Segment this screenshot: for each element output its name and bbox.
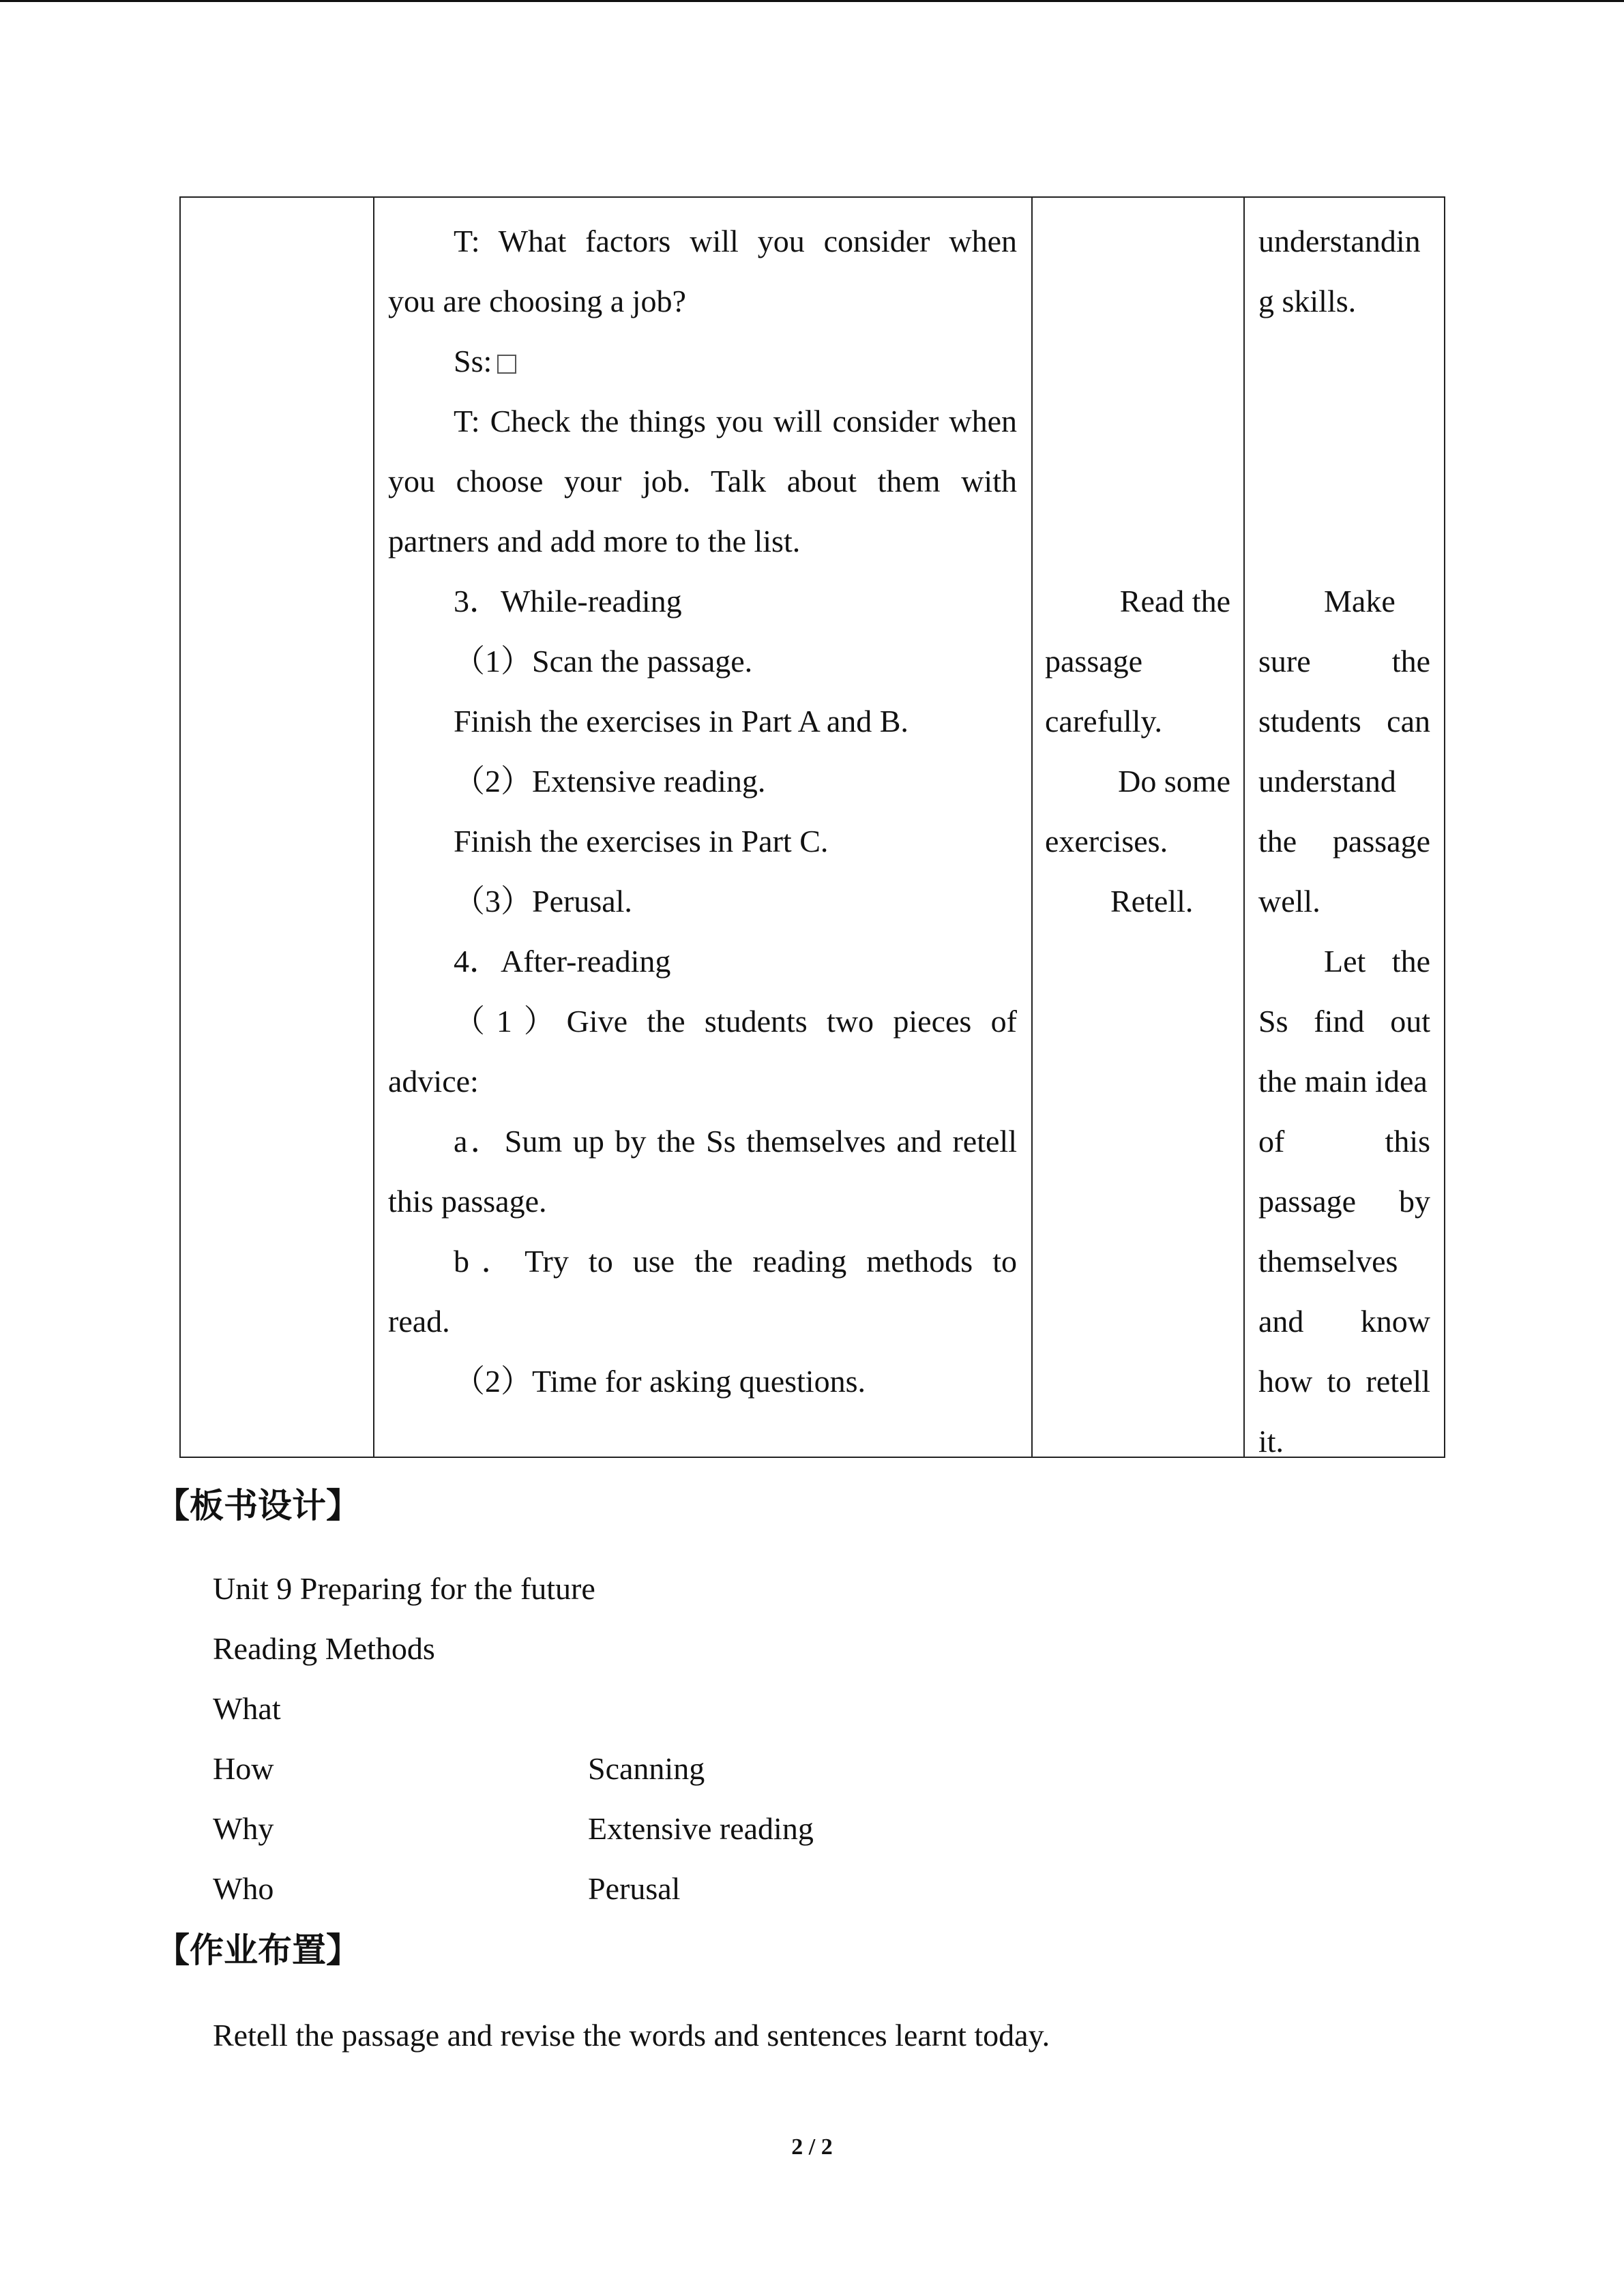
intent-line: Let the	[1324, 944, 1430, 979]
intent-line: sure the	[1258, 644, 1430, 679]
column-divider-2	[1031, 198, 1033, 1457]
intent-line: understand	[1258, 764, 1396, 799]
homework-text: Retell the passage and revise the words and sentences learnt today.	[213, 2018, 1050, 2053]
process-line: 3．While-reading	[454, 584, 682, 618]
process-line: advice:	[388, 1064, 479, 1099]
column-divider-3	[1243, 198, 1245, 1457]
process-line: partners and add more to the list.	[388, 524, 801, 558]
activity-line: passage	[1045, 644, 1143, 679]
page-top-border	[0, 0, 1624, 2]
process-line: read.	[388, 1304, 450, 1339]
intent-line: g skills.	[1258, 284, 1357, 318]
intent-line: themselves	[1258, 1244, 1398, 1279]
activity-line: Retell.	[1110, 884, 1194, 919]
activity-line: Read the	[1119, 584, 1230, 618]
process-line: （2）Time for asking questions.	[454, 1364, 866, 1399]
intent-line: and know	[1258, 1304, 1430, 1339]
intent-line: understandin	[1258, 224, 1421, 258]
design-intent-top	[1258, 211, 1430, 331]
board-row-left: Why	[213, 1811, 274, 1846]
process-line: you are choosing a job?	[388, 284, 686, 318]
board-design-heading: 【板书设计】	[156, 1486, 360, 1525]
process-line: T: Check the things you will consider when	[454, 404, 1017, 438]
teaching-process-cell	[388, 211, 1017, 1412]
board-row-right: Scanning	[588, 1751, 705, 1786]
process-line: （2）Extensive reading.	[454, 764, 766, 799]
page-number: 2 / 2	[791, 2134, 833, 2160]
process-line: b．Try to use the reading methods to	[454, 1244, 1017, 1279]
board-subtitle: Reading Methods	[213, 1631, 435, 1666]
intent-line: Make	[1324, 584, 1396, 618]
process-line-text: Ss:	[454, 344, 492, 378]
process-line: （1）Give the students two pieces of	[454, 1004, 1017, 1039]
intent-line: of this	[1258, 1124, 1430, 1159]
process-line: （1）Scan the passage.	[454, 644, 753, 679]
process-line: a．Sum up by the Ss themselves and retell	[454, 1124, 1017, 1159]
process-line: （3）Perusal.	[454, 884, 632, 919]
activity-line: Do some	[1118, 764, 1230, 799]
process-line: this passage.	[388, 1184, 547, 1219]
intent-line: passage by	[1258, 1184, 1430, 1219]
board-title: Unit 9 Preparing for the future	[213, 1571, 595, 1606]
student-activity-cell	[1045, 571, 1230, 931]
checkbox-icon	[497, 355, 516, 374]
process-line	[388, 331, 1017, 391]
board-row-right: Perusal	[588, 1871, 681, 1906]
process-line: T: What factors will you consider when	[454, 224, 1017, 258]
board-row-left: Who	[213, 1871, 274, 1906]
board-row-left: What	[213, 1691, 281, 1726]
process-line: Finish the exercises in Part C.	[454, 824, 829, 859]
activity-line: exercises.	[1045, 824, 1168, 859]
intent-line: it.	[1258, 1424, 1284, 1459]
intent-line: the main idea	[1258, 1064, 1428, 1099]
intent-line: students can	[1258, 704, 1430, 739]
process-line: 4．After-reading	[454, 944, 671, 979]
intent-line: well.	[1258, 884, 1320, 919]
lesson-table	[179, 196, 1445, 1458]
intent-line: Ss find out	[1258, 1004, 1430, 1039]
intent-line: how to retell	[1258, 1364, 1430, 1399]
process-line: you choose your job. Talk about them with	[388, 464, 1017, 498]
homework-heading: 【作业布置】	[156, 1930, 360, 1970]
activity-line: carefully.	[1045, 704, 1162, 739]
board-row-right: Extensive reading	[588, 1811, 814, 1846]
process-line: Finish the exercises in Part A and B.	[454, 704, 909, 739]
intent-line: the passage	[1258, 824, 1430, 859]
board-row-left: How	[213, 1751, 274, 1786]
design-intent-cell	[1258, 571, 1430, 1472]
column-divider-1	[373, 198, 374, 1457]
